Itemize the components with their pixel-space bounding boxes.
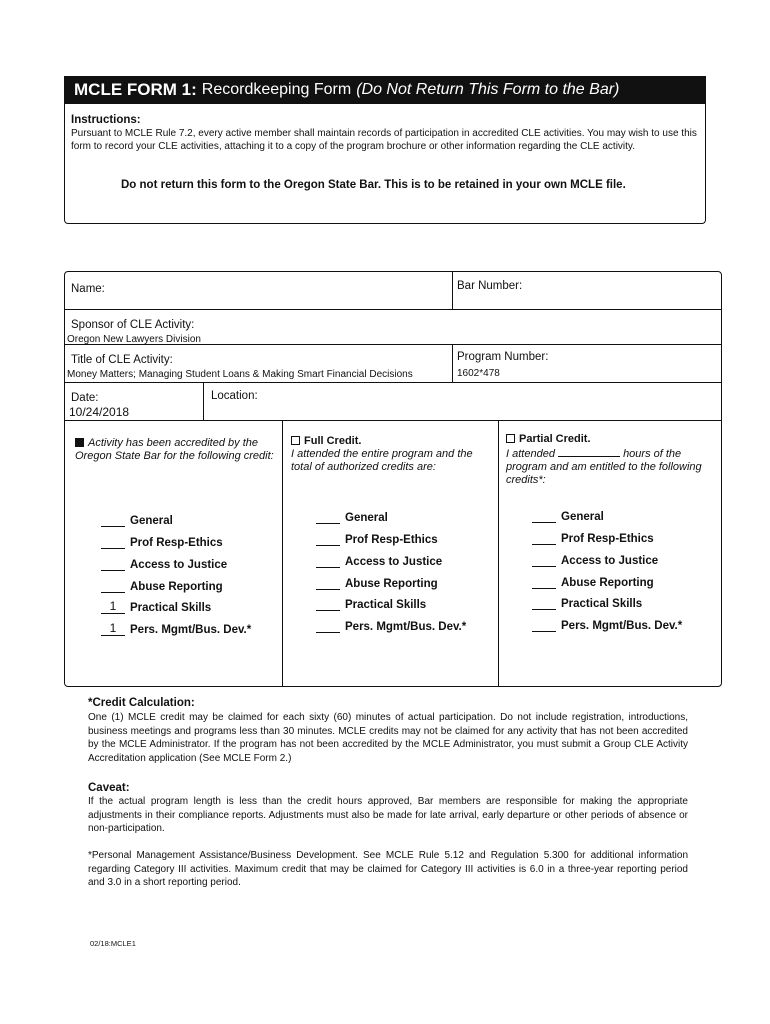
- col1-row-ethics: [101, 535, 223, 549]
- divider-title-program: [452, 344, 453, 382]
- instructions-retain-note: Do not return this form to the Oregon State Bar. This is to be retained in your own MCLE file.: [121, 179, 626, 191]
- col3-pmbd-field[interactable]: [532, 618, 556, 632]
- col1-row-pmbd: [101, 622, 251, 636]
- accredited-credit-heading: [75, 437, 275, 463]
- partial-credit-title: Partial Credit.: [519, 433, 591, 445]
- activity-form: [64, 271, 722, 687]
- col3-row-pmbd: [532, 618, 682, 632]
- divider-row-3: [65, 382, 721, 383]
- accredited-credit-text: Activity has been accredited by the Oregon State Bar for the following credit:: [75, 437, 274, 462]
- col3-row-skills: [532, 596, 642, 610]
- col1-general-field[interactable]: [101, 513, 125, 527]
- form-title-note: (Do Not Return This Form to the Bar): [356, 81, 620, 98]
- form-code: 02/18:MCLE1: [90, 939, 136, 948]
- credit-label: Abuse Reporting: [130, 581, 223, 593]
- credit-calc-body: One (1) MCLE credit may be claimed for each sixty (60) minutes of actual participation. Do not include registration, introductions, business meetings and programs less than 30 minutes. MCLE credits may not be claimed for any activity that has not been accredited by the MCLE Administrator. If the program has not been accredited by the MCLE Administrator, you must submit a Group CLE Activity Accreditation application (See MCLE Form 2.): [88, 712, 688, 764]
- credit-label: Pers. Mgmt/Bus. Dev.*: [345, 621, 467, 633]
- credit-label: Access to Justice: [130, 559, 228, 571]
- col2-skills-field[interactable]: [316, 597, 340, 611]
- col2-general-field[interactable]: [316, 510, 340, 524]
- col3-abuse-field[interactable]: [532, 575, 556, 589]
- location-label: Location:: [211, 390, 258, 402]
- credit-calc-heading: *Credit Calculation:: [88, 697, 195, 709]
- caveat-body: If the actual program length is less than the credit hours approved, Bar members are responsible for making the appropriate adjustments in their compliance reports. Adjustments must also be made for late arrival, early departure or other periods of absence or non-participation.: [88, 796, 688, 834]
- date-label: Date:: [71, 392, 99, 404]
- sponsor-value[interactable]: Oregon New Lawyers Division: [67, 334, 201, 345]
- credit-label: General: [561, 511, 604, 523]
- form-title-number: MCLE FORM 1:: [74, 80, 197, 99]
- col1-skills-field[interactable]: 1: [101, 600, 125, 614]
- col2-row-skills: [316, 597, 426, 611]
- activity-title-value[interactable]: Money Matters; Managing Student Loans & Making Smart Financial Decisions: [67, 369, 413, 380]
- col2-access-field[interactable]: [316, 554, 340, 568]
- col3-skills-field[interactable]: [532, 596, 556, 610]
- col1-access-field[interactable]: [101, 557, 125, 571]
- col3-row-abuse: [532, 575, 654, 589]
- divider-name-bar: [452, 272, 453, 309]
- col2-row-general: [316, 510, 388, 524]
- accredited-checkbox[interactable]: [75, 438, 84, 447]
- credit-label: Abuse Reporting: [561, 577, 654, 589]
- col2-pmbd-field[interactable]: [316, 619, 340, 633]
- pmbd-note: *Personal Management Assistance/Business Development. See MCLE Rule 5.12 and Regulation 5.300 for additional information regarding Category III activities. Maximum credit that may be claimed for Category III activities is 6.0 in a three-year reporting period and 3.0 in a short reporting period.: [88, 850, 688, 888]
- col1-ethics-field[interactable]: [101, 535, 125, 549]
- program-number-label: Program Number:: [457, 351, 549, 363]
- program-number-value[interactable]: 1602*478: [457, 368, 500, 379]
- full-credit-heading: [291, 435, 491, 474]
- activity-title-label: Title of CLE Activity:: [71, 354, 173, 366]
- col1-row-skills: [101, 600, 211, 614]
- sponsor-label: Sponsor of CLE Activity:: [71, 319, 195, 331]
- col1-pmbd-field[interactable]: 1: [101, 622, 125, 636]
- col3-general-field[interactable]: [532, 509, 556, 523]
- credit-label: Pers. Mgmt/Bus. Dev.*: [561, 620, 683, 632]
- divider-date-location: [203, 382, 204, 420]
- credit-label: Prof Resp-Ethics: [345, 534, 438, 546]
- instructions-box: [64, 104, 706, 224]
- partial-credit-checkbox[interactable]: [506, 434, 515, 443]
- full-credit-checkbox[interactable]: [291, 436, 300, 445]
- col1-row-access: [101, 557, 227, 571]
- credit-label: Prof Resp-Ethics: [561, 533, 654, 545]
- col2-row-abuse: [316, 576, 438, 590]
- full-credit-text: I attended the entire program and the total of authorized credits are:: [291, 448, 473, 473]
- partial-credit-text-a: I attended: [506, 448, 555, 460]
- credit-label: General: [130, 515, 173, 527]
- form-title-name: Recordkeeping Form: [201, 81, 352, 98]
- credit-label: Practical Skills: [345, 599, 427, 611]
- col3-row-access: [532, 553, 658, 567]
- caveat-heading: Caveat:: [88, 782, 130, 794]
- bar-number-label: Bar Number:: [457, 280, 523, 292]
- col2-row-access: [316, 554, 442, 568]
- credit-label: Prof Resp-Ethics: [130, 537, 223, 549]
- name-label: Name:: [71, 283, 105, 295]
- col2-abuse-field[interactable]: [316, 576, 340, 590]
- full-credit-title: Full Credit.: [304, 435, 362, 447]
- col2-row-ethics: [316, 532, 438, 546]
- divider-row-4: [65, 420, 721, 421]
- form-title-bar: [64, 76, 706, 104]
- partial-hours-field[interactable]: [558, 446, 620, 457]
- partial-credit-heading: [506, 433, 711, 487]
- col1-abuse-field[interactable]: [101, 579, 125, 593]
- credit-label: Pers. Mgmt/Bus. Dev.*: [130, 624, 252, 636]
- bar-number-field[interactable]: [533, 276, 713, 306]
- col3-access-field[interactable]: [532, 553, 556, 567]
- partial-credit-text-b: hours of the program and am entitled to the following credits*:: [506, 448, 702, 486]
- col1-row-abuse: [101, 579, 223, 593]
- divider-col-2: [498, 420, 499, 687]
- divider-col-1: [282, 420, 283, 687]
- credit-label: Practical Skills: [130, 602, 212, 614]
- col2-ethics-field[interactable]: [316, 532, 340, 546]
- credit-label: Access to Justice: [561, 555, 659, 567]
- col1-row-general: [101, 513, 173, 527]
- col3-row-general: [532, 509, 604, 523]
- credit-label: General: [345, 512, 388, 524]
- credit-label: Abuse Reporting: [345, 578, 438, 590]
- date-value[interactable]: 10/24/2018: [69, 405, 130, 419]
- col3-ethics-field[interactable]: [532, 531, 556, 545]
- credit-label: Practical Skills: [561, 598, 643, 610]
- col3-row-ethics: [532, 531, 654, 545]
- instructions-body: Pursuant to MCLE Rule 7.2, every active member shall maintain records of participation in accredited CLE activities. You may wish to use this form to record your CLE activities, attaching it to a copy of the program brochure or other information regarding the CLE activity.: [71, 128, 697, 152]
- instructions-heading: Instructions:: [71, 114, 141, 126]
- name-field[interactable]: [115, 276, 445, 306]
- divider-row-1: [65, 309, 721, 310]
- credit-label: Access to Justice: [345, 556, 443, 568]
- col2-row-pmbd: [316, 619, 466, 633]
